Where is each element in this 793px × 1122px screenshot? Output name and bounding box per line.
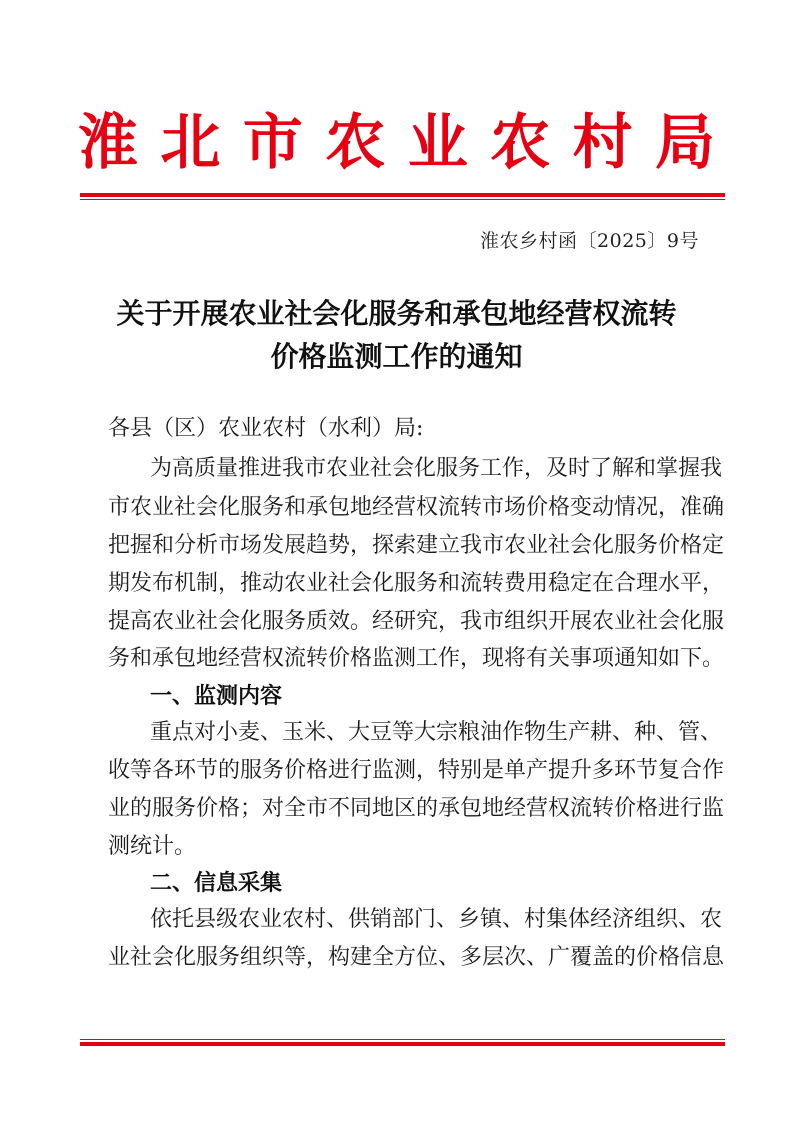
org-char: 农 [325, 108, 386, 178]
section-heading: 一、监测内容 [150, 684, 283, 709]
paragraph-line: 依托县级农业农村、供销部门、乡镇、村集体经济组织、农 [150, 907, 723, 932]
paragraph-line: 为高质量推进我市农业社会化服务工作，及时了解和掌握我 [150, 456, 723, 481]
org-char: 淮 [78, 108, 138, 178]
paragraph-line: 收等各环节的服务价格进行监测，特别是单产提升多环节复合作 [108, 758, 725, 783]
document-title-line-2: 价格监测工作的通知 [270, 340, 523, 373]
paragraph-line: 测统计。 [108, 834, 197, 859]
org-char: 农 [490, 108, 551, 178]
footer-red-rule-thin [80, 1039, 725, 1040]
paragraph-line: 业的服务价格；对全市不同地区的承包地经营权流转价格进行监 [108, 796, 725, 821]
paragraph-line: 务和承包地经营权流转价格监测工作，现将有关事项通知如下。 [108, 646, 725, 671]
paragraph-line: 市农业社会化服务和承包地经营权流转市场价格变动情况，准确 [108, 495, 725, 520]
paragraph-line: 期发布机制，推动农业社会化服务和流转费用稳定在合理水平， [108, 571, 725, 596]
org-char: 市 [242, 108, 303, 178]
header-red-rule [80, 193, 725, 197]
org-char: 局 [654, 108, 715, 178]
section-heading: 二、信息采集 [150, 871, 283, 896]
document-number: 淮农乡村函〔2025〕9号 [480, 230, 699, 252]
footer-red-rule [80, 1042, 725, 1046]
document-title-line-1: 关于开展农业社会化服务和承包地经营权流转 [116, 297, 677, 330]
paragraph-line: 重点对小麦、玉米、大豆等大宗粮油作物生产耕、种、管、 [150, 720, 723, 745]
paragraph-line: 提高农业社会化服务质效。经研究，我市组织开展农业社会化服 [108, 609, 725, 634]
header-red-rule-thin [80, 199, 725, 200]
org-char: 北 [160, 108, 221, 178]
org-char: 村 [572, 108, 633, 178]
paragraph-line: 把握和分析市场发展趋势，探索建立我市农业社会化服务价格定 [108, 533, 725, 558]
salutation: 各县（区）农业农村（水利）局: [108, 416, 424, 441]
issuing-organization-header [78, 103, 715, 183]
org-char: 业 [407, 108, 468, 178]
paragraph-line: 业社会化服务组织等，构建全方位、多层次、广覆盖的价格信息 [108, 945, 725, 970]
